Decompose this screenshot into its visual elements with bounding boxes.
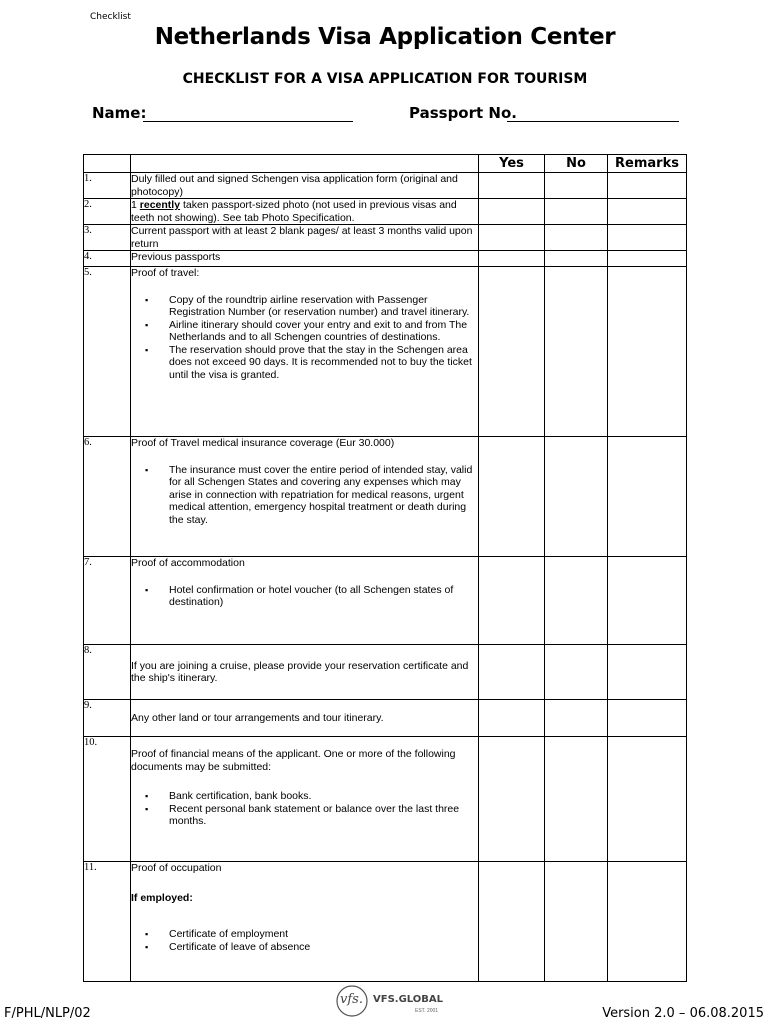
remarks-cell[interactable] <box>608 737 687 862</box>
yes-cell[interactable] <box>479 437 545 557</box>
vfs-global-logo <box>335 983 445 1019</box>
name-field[interactable] <box>143 120 353 122</box>
row-number: 10. <box>84 737 131 862</box>
row-number: 6. <box>84 437 131 557</box>
remarks-cell[interactable] <box>608 645 687 700</box>
list-item: ▪ Hotel confirmation or hotel voucher (to all Schengen states of destination) <box>169 584 478 609</box>
bullet-list <box>131 928 478 953</box>
row-number: 1. <box>84 173 131 199</box>
list-item: ▪ Certificate of employment <box>169 928 478 941</box>
table-row <box>84 251 687 267</box>
no-cell[interactable] <box>545 225 608 251</box>
remarks-cell[interactable] <box>608 700 687 737</box>
no-cell[interactable] <box>545 700 608 737</box>
no-cell[interactable] <box>545 251 608 267</box>
no-cell[interactable] <box>545 862 608 982</box>
row-number: 9. <box>84 700 131 737</box>
row-description: Previous passports <box>131 251 479 267</box>
remarks-cell[interactable] <box>608 199 687 225</box>
remarks-cell[interactable] <box>608 225 687 251</box>
column-header-no: No <box>545 155 608 173</box>
yes-cell[interactable] <box>479 557 545 645</box>
table-row <box>84 199 687 225</box>
bullet-list <box>131 584 478 609</box>
no-cell[interactable] <box>545 173 608 199</box>
bullet-list <box>131 464 478 527</box>
yes-cell[interactable] <box>479 267 545 437</box>
table-row <box>84 862 687 982</box>
version-label: Version 2.0 – 06.08.2015 <box>602 1006 764 1021</box>
row-description: If you are joining a cruise, please provide your reservation certificate and the ship's itinerary. <box>131 645 479 700</box>
list-item: ▪ The reservation should prove that the stay in the Schengen area does not exceed 90 days. It is recommended not to buy the ticket until the visa is granted. <box>169 344 478 382</box>
remarks-cell[interactable] <box>608 557 687 645</box>
emphasis-text: recently <box>139 199 181 211</box>
header-small-label: Checklist <box>90 12 131 22</box>
column-header-yes: Yes <box>479 155 545 173</box>
row-number: 7. <box>84 557 131 645</box>
checklist-table <box>83 154 687 982</box>
row-number: 2. <box>84 199 131 225</box>
table-row <box>84 173 687 199</box>
remarks-cell[interactable] <box>608 862 687 982</box>
list-item: ▪ The insurance must cover the entire period of intended stay, valid for all Schengen States and covering any expenses which may arise in connection with repatriation for medical reasons, urgent medical attention, emergency hospital treatment or death during the stay. <box>169 464 478 527</box>
no-cell[interactable] <box>545 645 608 700</box>
yes-cell[interactable] <box>479 737 545 862</box>
table-header-row <box>84 155 687 173</box>
passport-field[interactable] <box>507 120 679 122</box>
logo-mark: vfs. <box>340 992 363 1007</box>
logo-text: VFS.GLOBAL <box>373 994 444 1005</box>
form-code: F/PHL/NLP/02 <box>4 1006 91 1021</box>
yes-cell[interactable] <box>479 862 545 982</box>
remarks-cell[interactable] <box>608 437 687 557</box>
table-row <box>84 437 687 557</box>
passport-label: Passport No. <box>409 104 517 122</box>
row-description: Proof of Travel medical insurance coverage (Eur 30.000) ▪ The insurance must cover the entire period of intended stay, valid for all Schengen States and covering any expenses which may arise in connection with repatriation for medical reasons, urgent medical attention, emergency hospital treatment or death during the stay. <box>131 437 479 557</box>
yes-cell[interactable] <box>479 645 545 700</box>
column-header-remarks: Remarks <box>608 155 687 173</box>
table-row <box>84 737 687 862</box>
logo-small-text: EST. 2001 <box>415 1008 439 1014</box>
row-description: Proof of accommodation ▪ Hotel confirmation or hotel voucher (to all Schengen states of destination) <box>131 557 479 645</box>
list-item: ▪ Airline itinerary should cover your entry and exit to and from The Netherlands and to all Schengen countries of destinations. <box>169 319 478 344</box>
no-cell[interactable] <box>545 437 608 557</box>
remarks-cell[interactable] <box>608 267 687 437</box>
yes-cell[interactable] <box>479 251 545 267</box>
row-description: Proof of travel: ▪ Copy of the roundtrip airline reservation with Passenger Registration Number (or reservation number) and travel itinerary. ▪ Airline itinerary should cover your entry and exit to and from The Netherlands and to all Schengen countries of destinations. ▪ The reservation should prove that the stay in the Schengen area does not exceed 90 days. It is recommended not to buy the ticket until the visa is granted. <box>131 267 479 437</box>
remarks-cell[interactable] <box>608 251 687 267</box>
sub-heading: If employed: <box>131 891 193 904</box>
table-row <box>84 267 687 437</box>
yes-cell[interactable] <box>479 199 545 225</box>
no-cell[interactable] <box>545 199 608 225</box>
bullet-list <box>131 294 478 382</box>
row-number: 8. <box>84 645 131 700</box>
row-description: 1 recently taken passport-sized photo (not used in previous visas and teeth not showing). See tab Photo Specification. <box>131 199 479 225</box>
table-row <box>84 225 687 251</box>
row-description: Proof of financial means of the applicant. One or more of the following documents may be submitted: ▪ Bank certification, bank books. ▪ Recent personal bank statement or balance over the last three months. <box>131 737 479 862</box>
list-item: ▪ Recent personal bank statement or balance over the last three months. <box>169 803 478 828</box>
table-row <box>84 645 687 700</box>
row-number: 11. <box>84 862 131 982</box>
bullet-list <box>131 790 478 828</box>
no-cell[interactable] <box>545 737 608 862</box>
row-number: 5. <box>84 267 131 437</box>
row-number: 4. <box>84 251 131 267</box>
table-row <box>84 557 687 645</box>
name-label: Name: <box>92 104 147 122</box>
table-row <box>84 700 687 737</box>
remarks-cell[interactable] <box>608 173 687 199</box>
list-item: ▪ Bank certification, bank books. <box>169 790 478 803</box>
row-description: Any other land or tour arrangements and tour itinerary. <box>131 700 479 737</box>
no-cell[interactable] <box>545 267 608 437</box>
row-description: Proof of occupation If employed: ▪ Certificate of employment ▪ Certificate of leave of absence <box>131 862 479 982</box>
page-subtitle: CHECKLIST FOR A VISA APPLICATION FOR TOURISM <box>182 71 588 87</box>
page-title: Netherlands Visa Application Center <box>154 24 616 50</box>
list-item: ▪ Copy of the roundtrip airline reservation with Passenger Registration Number (or reservation number) and travel itinerary. <box>169 294 478 319</box>
row-number: 3. <box>84 225 131 251</box>
yes-cell[interactable] <box>479 700 545 737</box>
list-item: ▪ Certificate of leave of absence <box>169 941 478 954</box>
yes-cell[interactable] <box>479 173 545 199</box>
row-description: Current passport with at least 2 blank pages/ at least 3 months valid upon return <box>131 225 479 251</box>
row-description: Duly filled out and signed Schengen visa application form (original and photocopy) <box>131 173 479 199</box>
no-cell[interactable] <box>545 557 608 645</box>
yes-cell[interactable] <box>479 225 545 251</box>
